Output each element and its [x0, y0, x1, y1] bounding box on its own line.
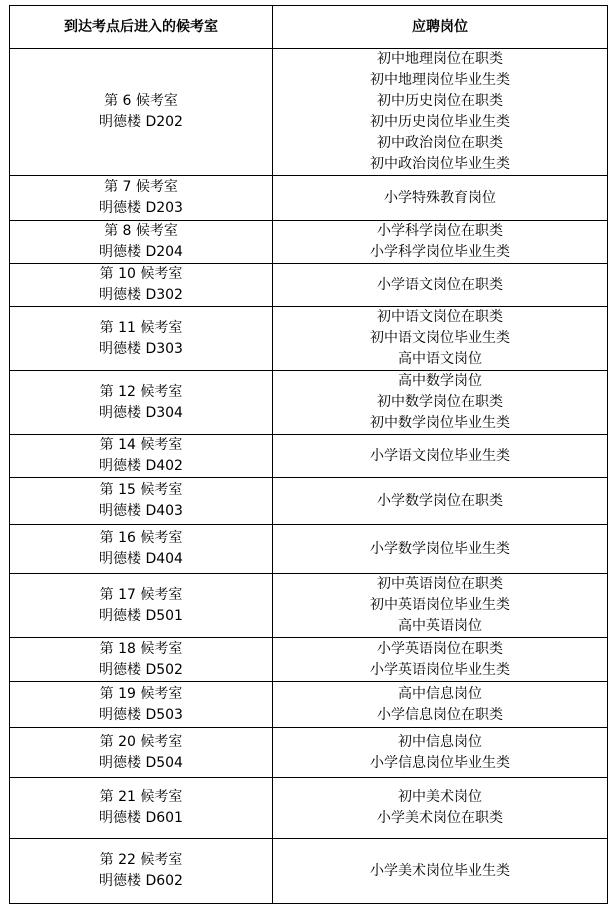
position-item: 初中数学岗位在职类	[377, 394, 503, 410]
building-room: 明德楼 D203	[99, 200, 183, 216]
waiting-room-name: 第 22 候考室	[99, 852, 183, 868]
table-row	[10, 638, 608, 682]
position-item: 初中语文岗位毕业生类	[370, 330, 510, 346]
building-room: 明德楼 D504	[99, 754, 183, 771]
table-row	[10, 176, 608, 221]
waiting-room-table	[9, 5, 608, 904]
table-row	[10, 49, 608, 176]
waiting-room-name: 第 8 候考室	[104, 223, 178, 239]
position-item: 小学美术岗位毕业生类	[370, 862, 510, 879]
position-item: 小学科学岗位毕业生类	[370, 244, 510, 260]
table-row	[10, 478, 608, 525]
waiting-room-cell	[10, 525, 273, 574]
positions-cell	[273, 574, 608, 638]
table-row	[10, 307, 608, 371]
position-item: 初中英语岗位在职类	[377, 576, 503, 592]
waiting-room-name: 第 18 候考室	[99, 640, 183, 657]
waiting-room-cell	[10, 728, 273, 778]
waiting-room-cell	[10, 839, 273, 904]
building-room: 明德楼 D404	[99, 551, 183, 567]
building-room: 明德楼 D302	[99, 287, 183, 303]
waiting-room-cell	[10, 307, 273, 371]
waiting-room-cell	[10, 264, 273, 307]
position-item: 初中政治岗位在职类	[377, 135, 503, 151]
waiting-room-name: 第 6 候考室	[104, 93, 178, 109]
positions-cell	[273, 778, 608, 839]
positions-cell	[273, 221, 608, 264]
building-room: 明德楼 D402	[99, 458, 183, 474]
table-row	[10, 682, 608, 728]
waiting-room-cell	[10, 176, 273, 221]
building-room: 明德楼 D601	[99, 810, 183, 826]
positions-cell	[273, 49, 608, 176]
position-item: 初中历史岗位毕业生类	[370, 114, 510, 130]
waiting-room-cell	[10, 478, 273, 525]
waiting-room-cell	[10, 49, 273, 176]
table-row	[10, 574, 608, 638]
waiting-room-cell	[10, 574, 273, 638]
position-item: 高中语文岗位	[398, 351, 482, 367]
waiting-room-name: 第 17 候考室	[99, 586, 183, 603]
building-room: 明德楼 D303	[99, 340, 183, 357]
waiting-room-name: 第 12 候考室	[99, 383, 183, 400]
position-item: 小学语文岗位毕业生类	[370, 447, 510, 464]
waiting-room-cell	[10, 221, 273, 264]
position-item: 初中数学岗位毕业生类	[370, 415, 510, 431]
waiting-room-cell	[10, 778, 273, 839]
position-item: 小学信息岗位毕业生类	[370, 754, 510, 771]
column-header-waiting-room: 到达考点后进入的候考室	[10, 6, 273, 49]
position-item: 高中英语岗位	[398, 618, 482, 634]
building-room: 明德楼 D204	[99, 244, 183, 260]
waiting-room-name: 第 7 候考室	[104, 179, 178, 195]
position-item: 初中语文岗位在职类	[377, 309, 503, 325]
building-room: 明德楼 D501	[99, 607, 183, 624]
building-room: 明德楼 D202	[99, 114, 183, 130]
position-item: 小学科学岗位在职类	[377, 223, 503, 239]
position-item: 小学语文岗位在职类	[377, 276, 503, 293]
position-item: 初中英语岗位毕业生类	[370, 597, 510, 613]
positions-cell	[273, 728, 608, 778]
table-header-row	[10, 6, 608, 49]
positions-cell	[273, 478, 608, 525]
position-item: 小学数学岗位毕业生类	[370, 540, 510, 557]
position-item: 初中地理岗位在职类	[377, 51, 503, 67]
positions-cell	[273, 176, 608, 221]
table-row	[10, 221, 608, 264]
table-row	[10, 371, 608, 435]
positions-cell	[273, 264, 608, 307]
waiting-room-name: 第 10 候考室	[99, 266, 183, 282]
position-item: 小学美术岗位在职类	[377, 810, 503, 826]
column-header-positions: 应聘岗位	[273, 6, 608, 49]
position-item: 小学英语岗位毕业生类	[370, 661, 510, 678]
waiting-room-cell	[10, 638, 273, 682]
position-item: 小学英语岗位在职类	[377, 640, 503, 657]
waiting-room-cell	[10, 371, 273, 435]
positions-cell	[273, 839, 608, 904]
waiting-room-cell	[10, 682, 273, 728]
table-row	[10, 264, 608, 307]
position-item: 初中美术岗位	[398, 789, 482, 805]
position-item: 小学信息岗位在职类	[377, 706, 503, 723]
positions-cell	[273, 307, 608, 371]
waiting-room-cell	[10, 435, 273, 478]
building-room: 明德楼 D403	[99, 503, 183, 519]
position-item: 高中信息岗位	[398, 685, 482, 702]
table-row	[10, 778, 608, 839]
positions-cell	[273, 682, 608, 728]
position-item: 初中历史岗位在职类	[377, 93, 503, 109]
building-room: 明德楼 D503	[99, 706, 183, 723]
positions-cell	[273, 525, 608, 574]
waiting-room-name: 第 14 候考室	[99, 437, 183, 453]
table-row	[10, 435, 608, 478]
table-row	[10, 839, 608, 904]
waiting-room-name: 第 21 候考室	[99, 789, 183, 805]
position-item: 初中政治岗位毕业生类	[370, 156, 510, 172]
waiting-room-name: 第 19 候考室	[99, 685, 183, 702]
waiting-room-name: 第 11 候考室	[99, 319, 183, 336]
table-body	[10, 49, 608, 904]
positions-cell	[273, 435, 608, 478]
waiting-room-name: 第 16 候考室	[99, 530, 183, 546]
positions-cell	[273, 371, 608, 435]
waiting-room-name: 第 20 候考室	[99, 733, 183, 750]
building-room: 明德楼 D304	[99, 404, 183, 421]
position-item: 初中地理岗位毕业生类	[370, 72, 510, 88]
table-row	[10, 525, 608, 574]
building-room: 明德楼 D502	[99, 661, 183, 678]
position-item: 高中数学岗位	[398, 373, 482, 389]
position-item: 小学数学岗位在职类	[377, 492, 503, 509]
building-room: 明德楼 D602	[99, 873, 183, 889]
table-row	[10, 728, 608, 778]
position-item: 小学特殊教育岗位	[384, 189, 496, 206]
position-item: 初中信息岗位	[398, 733, 482, 750]
waiting-room-name: 第 15 候考室	[99, 482, 183, 498]
positions-cell	[273, 638, 608, 682]
